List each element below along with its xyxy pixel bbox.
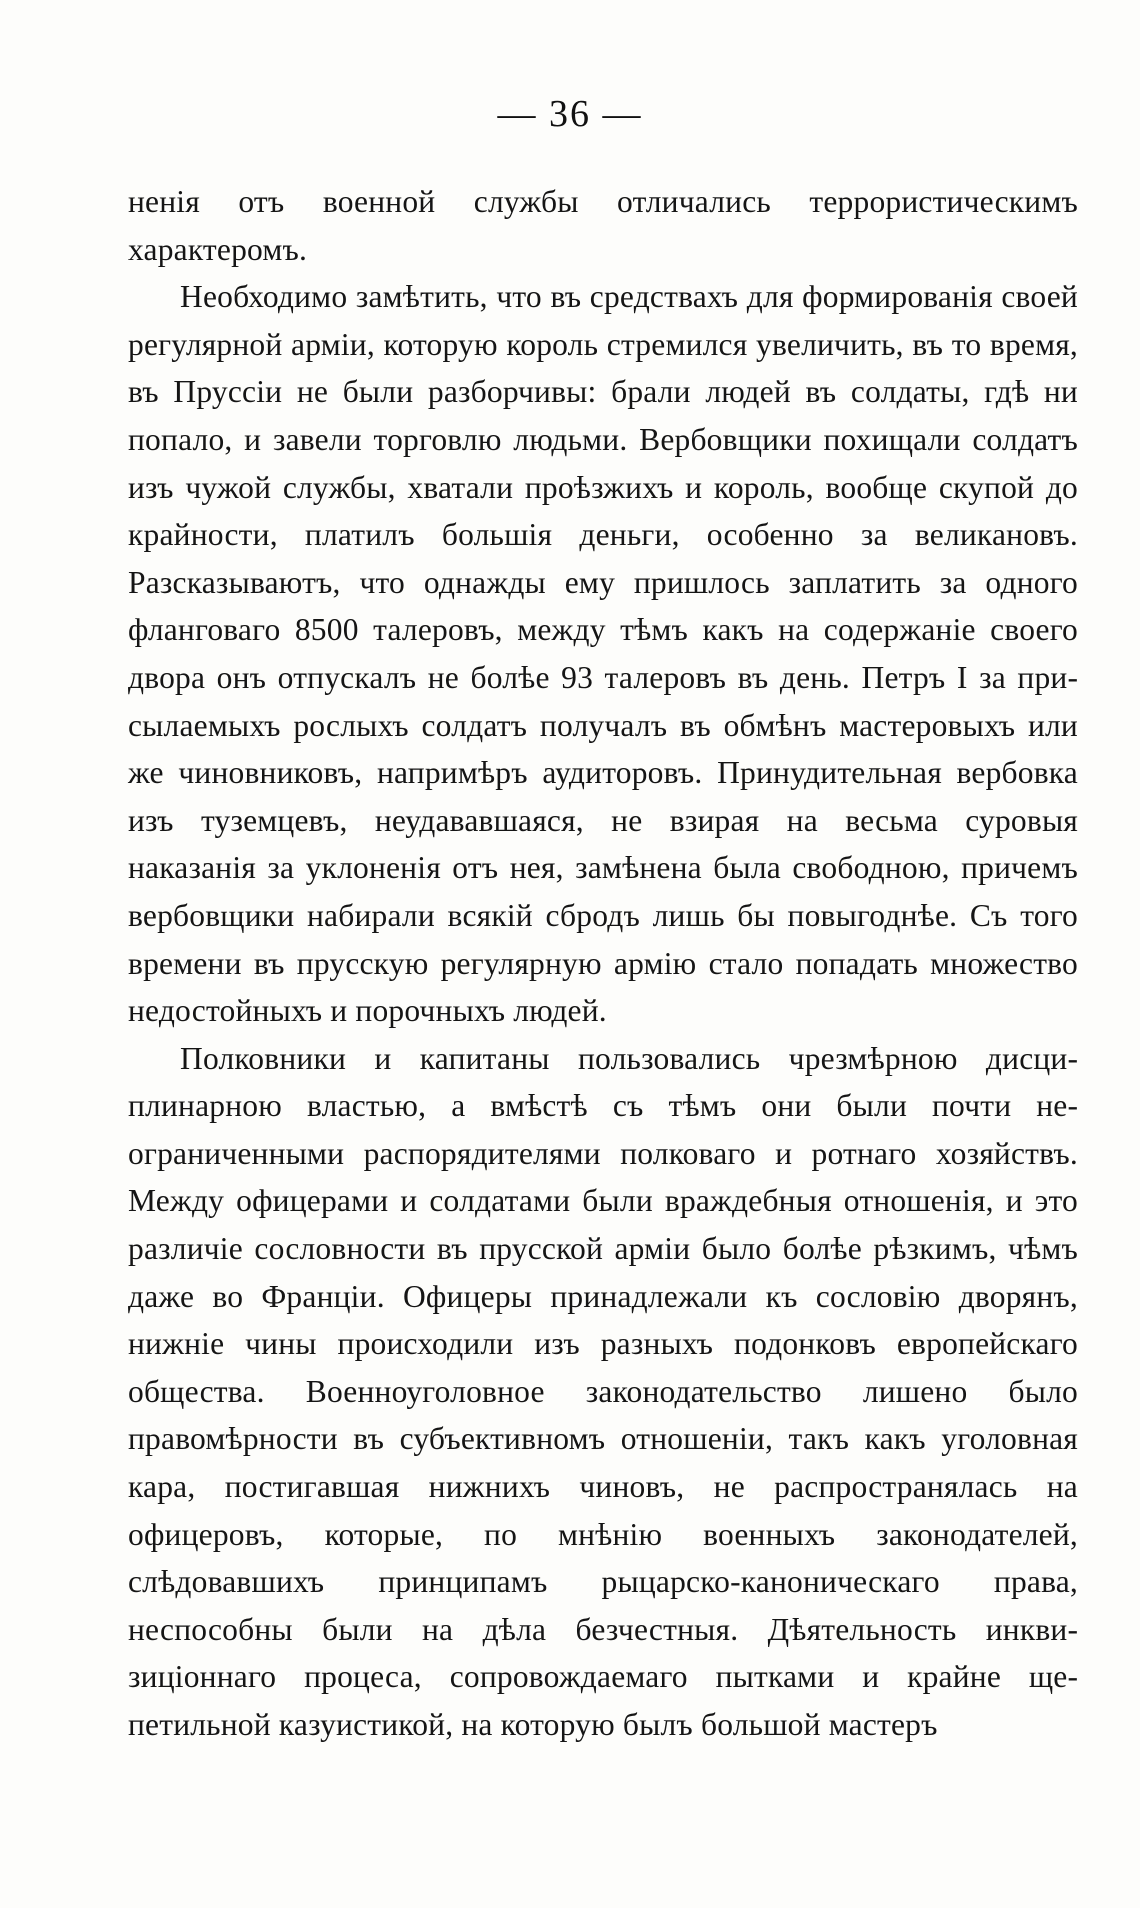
body-text: [128, 178, 1078, 1749]
paragraph-recruitment: Необходимо замѣтить, что въ средствахъ для формированія своей регулярной арміи, которую король стремился увеличить, въ то время, въ Пруссіи не были разборчивы: брали людей въ солдаты, гдѣ ни попало, и завели торговлю людьми. Вербовщики похищали солдатъ изъ чужой службы, хватали проѣзжихъ и король, вообще скупой до крайности, платилъ большія деньги, особенно за великановъ. Разсказываютъ, что однажды ему пришлось заплатить за одного фланговаго 8500 талеровъ, между тѣмъ какъ на содержаніе своего двора онъ отпускалъ не болѣе 93 талеровъ въ день. Петръ I за присылаемыхъ рослыхъ солдатъ получалъ въ обмѣнъ мастеровыхъ или же чиновниковъ, напримѣръ аудиторовъ. Принудительная вербовка изъ туземцевъ, неудававшаяся, не взирая на весьма суровыя наказанія за уклоненія отъ нея, замѣнена была свободною, причемъ вербовщики набирали всякій сбродъ лишь бы повыгоднѣе. Съ того времени въ прусскую регулярную армію стало попадать множество недостойныхъ и порочныхъ людей.: [128, 279, 1078, 1029]
page-number: — 36 —: [497, 93, 643, 135]
paragraph-continuation: ненія отъ военной службы отличались террористическимъ характеромъ.: [128, 184, 1078, 267]
paragraph-discipline: Полковники и капитаны пользовались чрезмѣрною дисциплинарною властью, а вмѣстѣ съ тѣмъ они были почти неограниченными распорядителями полковаго и ротнаго хозяйствъ. Между офицерами и солдатами были враждебныя отношенія, и это различіе сословности въ прусской арміи было болѣе рѣзкимъ, чѣмъ даже во Франціи. Офицеры принадлежали къ сословію дворянъ, нижніе чины происходили изъ разныхъ подонковъ европейскаго общества. Военноуголовное законодательство лишено было правомѣрности въ субъективномъ отношеніи, такъ какъ уголовная кара, постигавшая нижнихъ чиновъ, не распространялась на офицеровъ, которые, по мнѣнію военныхъ законодателей, слѣдовавшихъ принципамъ рыцарско-каноническаго права, неспособны были на дѣла безчестныя. Дѣятельность инквизиціоннаго процеса, сопровождаемаго пытками и крайне щепетильной казуистикой, на которую былъ большой мастеръ: [128, 1040, 1078, 1742]
